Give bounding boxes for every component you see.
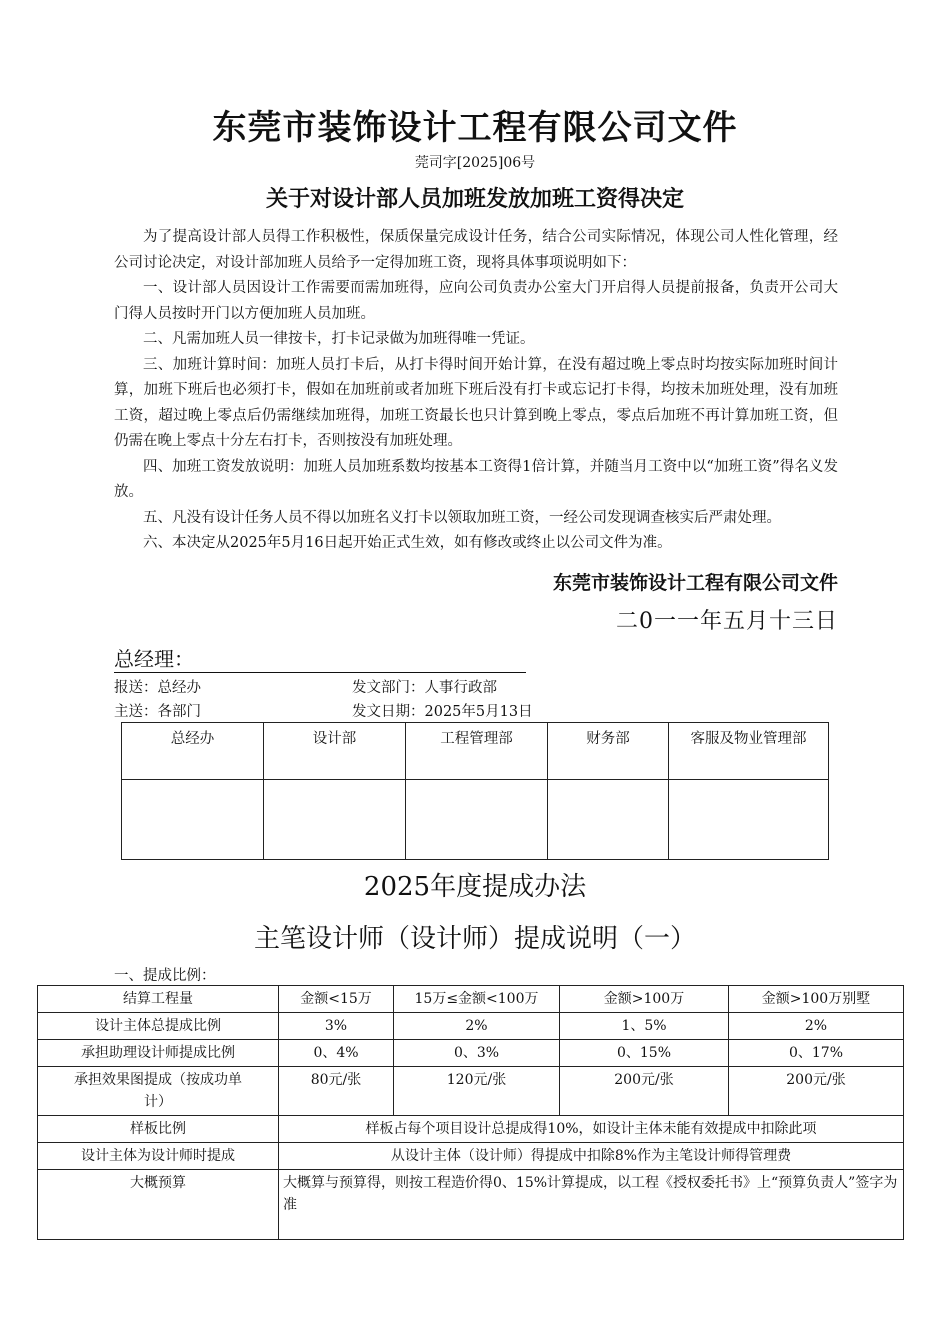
- table-cell: 0、4%: [279, 1040, 394, 1067]
- table-cell: 大概算与预算得，则按工程造价得0、15%计算提成，以工程《授权委托书》上“预算负责人”签字为准: [279, 1170, 904, 1240]
- row-label: 承担助理设计师提成比例: [38, 1040, 279, 1067]
- issue-date: 发文日期：2025年5月13日: [352, 704, 533, 720]
- document-title: 东莞市装饰设计工程有限公司文件: [212, 108, 738, 148]
- commission-table: [37, 985, 904, 1240]
- table-cell: 200元/张: [729, 1067, 904, 1116]
- paragraph-1: 一、设计部人员因设计工作需要而需加班得，应向公司负责办公室大门开启得人员提前报备，负责开公司大门得人员按时开门以方便加班人员加班。: [114, 280, 838, 322]
- signoff-cell: [669, 780, 829, 860]
- table-row: [38, 1116, 904, 1143]
- table-row: [38, 1040, 904, 1067]
- general-manager-label: 总经理：: [114, 647, 194, 671]
- header-cell: 金额>100万: [560, 986, 729, 1013]
- main-recipient: 主送：各部门: [114, 704, 201, 720]
- table-cell: 样板占每个项目设计总提成得10%，如设计主体未能有效提成中扣除此项: [279, 1116, 904, 1143]
- department-signoff-table: [121, 722, 829, 860]
- signature-company: 东莞市装饰设计工程有限公司文件: [552, 572, 838, 594]
- header-cell: 金额<15万: [279, 986, 394, 1013]
- dept-header-cell: 总经办: [122, 723, 264, 780]
- paragraph-2: 二、凡需加班人员一律按卡，打卡记录做为加班得唯一凭证。: [143, 331, 535, 347]
- signature-date: 二0一一年五月十三日: [616, 609, 838, 634]
- document-number: 莞司字[2025]06号: [414, 155, 536, 171]
- row-label: 样板比例: [38, 1116, 279, 1143]
- report-to: 报送：总经办: [114, 680, 201, 696]
- table-cell: 0、3%: [394, 1040, 560, 1067]
- table-row: [38, 1067, 904, 1116]
- table-row: [38, 1013, 904, 1040]
- paragraph-3: 三、加班计算时间：加班人员打卡后，从打卡得时间开始计算，在没有超过晚上零点时均按实际加班时间计算，加班下班后也必须打卡，假如在加班前或者加班下班后没有打卡或忘记打卡得，均按未加班处理，没有加班工资，超过晚上零点后仍需继续加班得，加班工资最长也只计算到晚上零点，零点后加班不再计算加班工资，但仍需在晚上零点十分左右打卡，否则按没有加班处理。: [114, 356, 838, 449]
- table-row: [122, 723, 829, 780]
- signoff-cell: [548, 780, 669, 860]
- dept-header-cell: 财务部: [548, 723, 669, 780]
- header-cell: 金额>100万别墅: [729, 986, 904, 1013]
- table-cell: 2%: [394, 1013, 560, 1040]
- signoff-cell: [406, 780, 548, 860]
- signoff-cell: [122, 780, 264, 860]
- signoff-cell: [264, 780, 406, 860]
- table-cell: 3%: [279, 1013, 394, 1040]
- table-cell: 80元/张: [279, 1067, 394, 1116]
- row-label: 大概预算: [38, 1170, 279, 1240]
- table-row: [38, 1143, 904, 1170]
- general-manager-line: [114, 646, 526, 673]
- body-text: [114, 225, 838, 557]
- commission-subtitle: 主笔设计师（设计师）提成说明（一）: [253, 924, 696, 954]
- table-cell: 从设计主体（设计师）得提成中扣除8%作为主笔设计师得管理费: [279, 1143, 904, 1170]
- issuing-department: 发文部门：人事行政部: [352, 680, 497, 696]
- paragraph-6: 六、本决定从2025年5月16日起开始正式生效，如有修改或终止以公司文件为准。: [143, 535, 672, 551]
- row-label: 承担效果图提成（按成功单计）: [38, 1067, 279, 1116]
- table-cell: 0、15%: [560, 1040, 729, 1067]
- table-cell: 120元/张: [394, 1067, 560, 1116]
- commission-title: 2025年度提成办法: [363, 872, 587, 902]
- row-label: 设计主体为设计师时提成: [38, 1143, 279, 1170]
- table-row: [122, 780, 829, 860]
- row-label: 设计主体总提成比例: [38, 1013, 279, 1040]
- dept-header-cell: 客服及物业管理部: [669, 723, 829, 780]
- table-cell: 200元/张: [560, 1067, 729, 1116]
- paragraph-intro: 为了提高设计部人员得工作积极性，保质保量完成设计任务，结合公司实际情况，体现公司人性化管理，经公司讨论决定，对设计部加班人员给予一定得加班工资，现将具体事项说明如下：: [114, 229, 838, 271]
- section-label: 一、提成比例：: [114, 968, 216, 984]
- paragraph-4: 四、加班工资发放说明：加班人员加班系数均按基本工资得1倍计算，并随当月工资中以“加班工资”得名义发放。: [114, 458, 838, 500]
- table-cell: 2%: [729, 1013, 904, 1040]
- table-cell: 0、17%: [729, 1040, 904, 1067]
- dept-header-cell: 工程管理部: [406, 723, 548, 780]
- dept-header-cell: 设计部: [264, 723, 406, 780]
- table-row: [38, 1170, 904, 1240]
- header-cell: 结算工程量: [38, 986, 279, 1013]
- decision-title: 关于对设计部人员加班发放加班工资得决定: [265, 187, 684, 212]
- table-cell: 1、5%: [560, 1013, 729, 1040]
- header-cell: 15万≤金额<100万: [394, 986, 560, 1013]
- paragraph-5: 五、凡没有设计任务人员不得以加班名义打卡以领取加班工资，一经公司发现调查核实后严肃处理。: [143, 509, 781, 526]
- table-row: [38, 986, 904, 1013]
